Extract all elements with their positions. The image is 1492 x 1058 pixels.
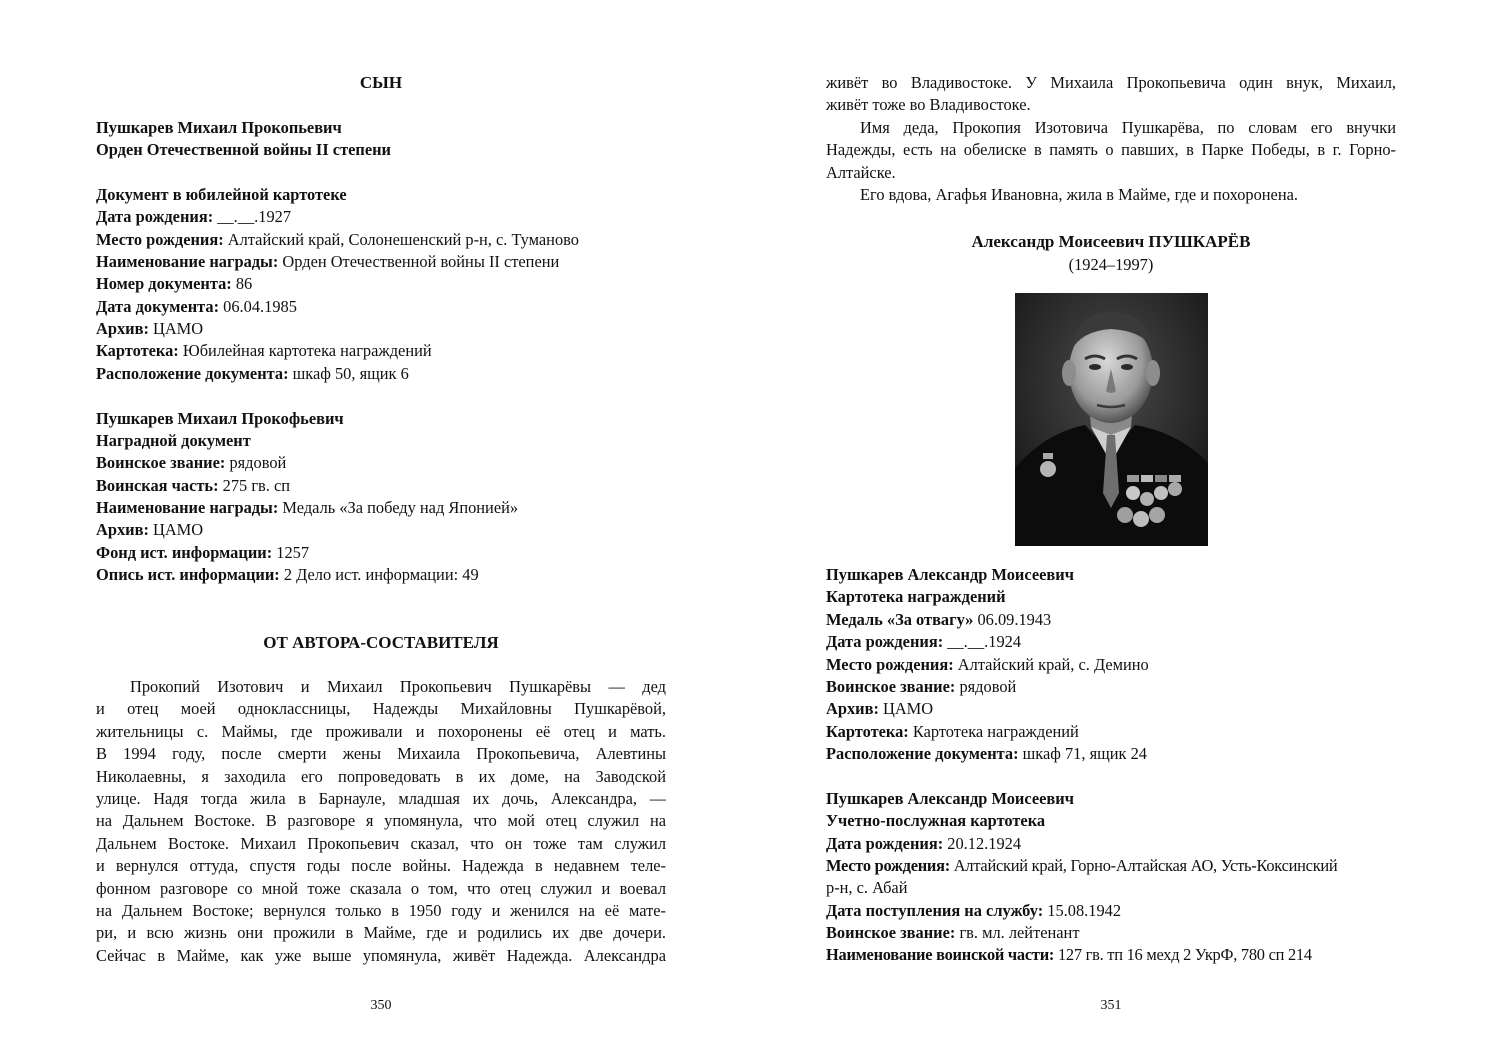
field-value: Алтайский край, Горно-Алтайская АО, Усть-Коксинский: [949, 856, 1338, 875]
field-value: 2 Дело ист. информации: 49: [279, 565, 479, 584]
medal-date: 06.09.1943: [973, 610, 1052, 629]
field-label: Архив:: [96, 520, 149, 539]
record-field: [96, 497, 666, 519]
record-field: [826, 743, 1396, 765]
record-doc-type: Учетно-послужная картотека: [826, 811, 1046, 830]
record-field: [96, 363, 666, 385]
page-number: 350: [370, 998, 392, 1013]
field-value: шкаф 71, ящик 24: [1018, 744, 1147, 763]
field-label: Дата рождения:: [826, 834, 944, 853]
paragraph-line: и вернулся оттуда, спустя годы после войны. Надежда в недавнем теле-: [96, 856, 666, 876]
paragraph-line: фонном разговоре со мной тоже сказала о том, что отец служил и воевал: [96, 878, 666, 898]
record-name: Пушкарев Александр Моисеевич: [826, 565, 1074, 584]
field-value: Картотека награждений: [908, 722, 1079, 741]
field-value: 1257: [272, 543, 310, 562]
field-label: Дата рождения:: [96, 207, 214, 226]
field-value: 20.12.1924: [943, 834, 1022, 853]
record-field: [96, 273, 666, 295]
paragraph-line: на Дальнем Востоке; вернулся только в 1950 году и женился на её мате-: [96, 900, 666, 920]
field-value: рядовой: [955, 677, 1017, 696]
continued-paragraph: [826, 72, 1396, 206]
field-value: Алтайский край, с. Демино: [953, 655, 1149, 674]
record-field: [96, 229, 666, 251]
field-value: __.__.1924: [943, 632, 1022, 651]
paragraph-line: жительницы с. Маймы, где проживали и похоронены её отец и мать.: [96, 721, 666, 741]
field-label: Картотека:: [96, 341, 179, 360]
field-label: Воинская часть:: [96, 476, 219, 495]
paragraph-line: ри, и всю жизнь они прожили в Майме, где и родились их две дочери.: [96, 923, 666, 943]
record-name: Пушкарев Михаил Прокофьевич: [96, 409, 344, 428]
record-field: [96, 542, 666, 564]
field-value: 86: [231, 274, 253, 293]
paragraph-line: Имя деда, Прокопия Изотовича Пушкарёва, по словам его внучки: [860, 117, 1396, 137]
record-doc-type: Документ в юбилейной картотеке: [96, 185, 347, 204]
paragraph-line: Николаевны, я заходила его попроведовать в их доме, на Заводской: [96, 766, 666, 786]
field-label: Фонд ист. информации:: [96, 543, 273, 562]
field-value: ЦАМО: [878, 699, 934, 718]
record-field: [96, 251, 666, 273]
field-value: шкаф 50, ящик 6: [288, 364, 409, 383]
record-field: [96, 475, 666, 497]
right-page: [826, 0, 1396, 1058]
field-label: Дата рождения:: [826, 632, 944, 651]
paragraph-line: Надежды, есть на обелиске в память о павших, в Парке Победы, в г. Горно-: [826, 140, 1396, 160]
field-value: 06.04.1985: [219, 297, 297, 316]
record-name: Пушкарев Михаил Прокопьевич: [96, 118, 342, 137]
field-value: 127 гв. тп 16 мехд 2 УкрФ, 780 сп 214: [1054, 945, 1312, 964]
record-field: [96, 519, 666, 541]
record-doc-type: Наградной документ: [96, 431, 251, 450]
record-field: [826, 877, 1396, 899]
paragraph-line: Сейчас в Майме, как уже выше упомянула, живёт Надежда. Александра: [96, 945, 666, 965]
record-field: [96, 452, 666, 474]
portrait-photo: [1015, 293, 1208, 546]
record-field: [826, 855, 1396, 877]
paragraph-line: живёт тоже во Владивостоке.: [826, 95, 1031, 115]
record-medal: [826, 609, 1396, 631]
field-value: рядовой: [225, 453, 287, 472]
field-value: Алтайский край, Солонешенский р-н, с. Туманово: [223, 230, 579, 249]
field-label: Место рождения:: [826, 655, 954, 674]
record-name: Пушкарев Александр Моисеевич: [826, 789, 1074, 808]
field-value: 275 гв. сп: [218, 476, 291, 495]
field-value: гв. мл. лейтенант: [955, 923, 1080, 942]
record-field: [96, 296, 666, 318]
field-value: ЦАМО: [148, 520, 204, 539]
record-field: [96, 206, 666, 228]
record-doc-type: Картотека награждений: [826, 587, 1006, 606]
left-page: [96, 0, 666, 1058]
field-value: Юбилейная картотека награждений: [178, 341, 432, 360]
record-field: [826, 654, 1396, 676]
medal-label: Медаль «За отвагу»: [826, 610, 974, 629]
field-label: Расположение документа:: [96, 364, 289, 383]
field-label: Наименование награды:: [96, 498, 279, 517]
record-field: [96, 318, 666, 340]
page-number: 351: [1100, 998, 1122, 1013]
field-label: Воинское звание:: [826, 923, 956, 942]
paragraph-line: живёт во Владивостоке. У Михаила Прокопьевича один внук, Михаил,: [826, 73, 1396, 92]
field-label: Картотека:: [826, 722, 909, 741]
paragraph-line: Прокопий Изотович и Михаил Прокопьевич Пушкарёвы — дед: [130, 677, 666, 696]
field-label: Номер документа:: [96, 274, 232, 293]
record-field: [96, 564, 666, 586]
paragraph-line: Его вдова, Агафья Ивановна, жила в Майме, где и похоронена.: [860, 184, 1298, 204]
section-title: СЫН: [359, 73, 403, 92]
field-label: Расположение документа:: [826, 744, 1019, 763]
record-award: Орден Отечественной войны II степени: [96, 140, 391, 159]
person-years: (1924–1997): [1068, 255, 1154, 274]
field-value: __.__.1927: [213, 207, 292, 226]
field-label: Воинское звание:: [96, 453, 226, 472]
field-value: р-н, с. Абай: [826, 878, 908, 897]
field-label: Архив:: [826, 699, 879, 718]
record-field: [826, 631, 1396, 653]
field-value: Орден Отечественной войны II степени: [278, 252, 560, 271]
field-label: Наименование награды:: [96, 252, 279, 271]
field-label: Наименование воинской части:: [826, 945, 1055, 964]
field-value: 15.08.1942: [1043, 901, 1122, 920]
field-label: Дата поступления на службу:: [826, 901, 1044, 920]
record-field: [96, 340, 666, 362]
field-value: ЦАМО: [148, 319, 204, 338]
field-label: Опись ист. информации:: [96, 565, 280, 584]
record-field: [826, 676, 1396, 698]
person-title: Александр Моисеевич ПУШКАРЁВ: [971, 232, 1251, 251]
field-label: Архив:: [96, 319, 149, 338]
author-section-title: ОТ АВТОРА-СОСТАВИТЕЛЯ: [263, 633, 499, 652]
field-label: Место рождения:: [96, 230, 224, 249]
paragraph-line: Дальнем Востоке. Михаил Прокопьевич сказал, что он тоже там служил: [96, 833, 666, 853]
paragraph-line: Алтайске.: [826, 162, 896, 182]
author-paragraph: [96, 676, 666, 967]
record-field: [826, 698, 1396, 720]
paragraph-line: и отец моей одноклассницы, Надежды Михайловны Пушкарёвой,: [96, 699, 666, 719]
field-label: Место рождения:: [826, 856, 950, 875]
paragraph-line: В 1994 году, после смерти жены Михаила Прокопьевича, Алевтины: [96, 744, 666, 764]
paragraph-line: улице. Надя тогда жила в Барнауле, младшая их дочь, Александра, —: [96, 788, 666, 808]
field-label: Дата документа:: [96, 297, 220, 316]
field-value: Медаль «За победу над Японией»: [278, 498, 519, 517]
record-field: [826, 900, 1396, 922]
record-field: [826, 721, 1396, 743]
field-label: Воинское звание:: [826, 677, 956, 696]
record-field: [826, 944, 1396, 966]
paragraph-line: на Дальнем Востоке. В разговоре я упомянула, что мой отец служил на: [96, 811, 666, 831]
record-field: [826, 922, 1396, 944]
record-field: [826, 833, 1396, 855]
